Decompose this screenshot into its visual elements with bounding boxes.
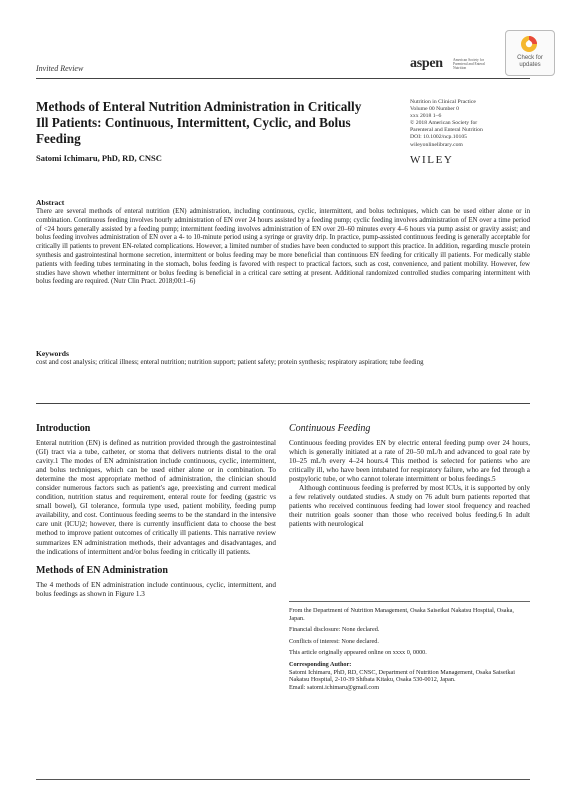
footnote-conflicts: Conflicts of interest: None declared. bbox=[289, 637, 379, 645]
header-rule bbox=[36, 78, 530, 79]
journal-line: Nutrition in Clinical Practice bbox=[410, 99, 476, 105]
article-footnotes bbox=[289, 601, 530, 695]
check-for-updates-badge[interactable] bbox=[505, 30, 555, 76]
corresponding-author-heading: Corresponding Author: bbox=[289, 660, 352, 668]
keywords-text: cost and cost analysis; critical illness; enteral nutrition; nutrition support; patient safety; protein synthesis; respiratory aspiration; tube feeding bbox=[36, 359, 424, 366]
badge-label: Check for updates bbox=[517, 55, 543, 68]
section-label: Invited Review bbox=[36, 64, 84, 73]
journal-line: © 2018 American Society for bbox=[410, 120, 478, 127]
methods-heading: Methods of EN Administration bbox=[36, 564, 168, 576]
article-author: Satomi Ichimaru, PhD, RD, CNSC bbox=[36, 153, 162, 163]
publisher-logo: aspen bbox=[410, 56, 443, 71]
journal-info bbox=[410, 99, 540, 149]
abstract-heading: Abstract bbox=[36, 198, 65, 207]
footnote-financial: Financial disclosure: None declared. bbox=[289, 626, 380, 634]
journal-line: xxx 2018 1–6 bbox=[410, 113, 442, 120]
continuous-paragraph-2: Although continuous feeding is preferred by most ICUs, it is supported by only a few relatively outdated studies. A study on 76 adult burn patients reported that patients who received continuous feeding had lower stool frequency and reached their nutrition goals sooner than those who received bolus feeding.6 In adult patients with neurological bbox=[289, 484, 530, 529]
abstract-text: There are several methods of enteral nutrition (EN) administration, including continuous, cyclic, intermittent, and bolus techniques, which can be used either alone or in combination. Continuous feeding involves hourly administration of EN over 24 hours assisted by a feeding pump; cyclic feeding involves administration of EN over a time period of <24 hours generally assisted by a feeding pump; intermittent feeding involves administration of EN over 20–60 minutes every 4–6 hours via pump assist or gravity assist; and bolus feeding involves administration of EN over a 4- to 10-minute period using a syringe or gravity drip. In practice, pump-assisted continuous feeding is generally acceptable for critically ill patients to prevent EN-related complications. However, a limited number of studies have been conducted to support this practice. In addition, regarding muscle protein synthesis and gastrointestinal hormone secretion, intermittent or bolus feeding may be more beneficial than continuous EN feeding for critically ill patients. For medically stable patients with feeding tubes terminating in the stomach, bolus feeding is favored with respect to practical factors, such as cost, convenience, and patient mobility. However, few studies have shown whether intermittent or bolus feeding is beneficial in a critical care setting at present. Additional randomized controlled studies comparing intermittent with bolus feeding are required. (Nutr Clin Pract. 2018;00:1–6) bbox=[36, 208, 530, 286]
right-column bbox=[289, 423, 530, 529]
introduction-paragraph: Enteral nutrition (EN) is defined as nutrition provided through the gastrointestinal (GI) tract via a tube, catheter, or stoma that delivers nutrients distal to the oral cavity.1 The modes of EN administration include continuous, cyclic, intermittent, and bolus techniques, which can be used either alone or in combination. To determine the most appropriate method of administration, the clinician should consider numerous factors such as patient's age, preexisting and current medical condition, nutrition status and requirement, enteral route for feeding (gastric vs small bowel), GI tolerance, formula type used, patient mobility, feeding pump availability, and cost. Continuous feeding seems to be the standard in the intensive care unit (ICU)2; however, there is currently insufficient data to choose the best method to improve patient outcomes of critically ill patients. This narrative review summarizes EN administration methods, their advantages and disadvantages, and the indications of intermittent and/or bolus feeding in critically ill patients. bbox=[36, 439, 276, 556]
continuous-paragraph-1: Continuous feeding provides EN by electric enteral feeding pump over 24 hours, which is generally initiated at a rate of 20–50 mL/h and advanced to goal rate by 10–25 mL/h every 4–24 hours.4 This method is selected for patients who are critically ill, who have been intubated for respiratory failure, who are fed through a postpyloric tube, or who cannot tolerate intermittent or bolus feedings.5 bbox=[289, 439, 530, 484]
journal-line: wileyonlinelibrary.com bbox=[410, 141, 463, 148]
wiley-logo: WILEY bbox=[410, 154, 454, 166]
article-title: Methods of Enteral Nutrition Administration in Critically Ill Patients: Continuous, Intermittent, Cyclic, and Bolus Feeding bbox=[36, 99, 362, 146]
introduction-heading: Introduction bbox=[36, 423, 91, 434]
methods-paragraph: The 4 methods of EN administration include continuous, cyclic, intermittent, and bolus feedings as shown in Figure 1.3 bbox=[36, 580, 276, 598]
section-divider bbox=[36, 403, 530, 404]
corresponding-author-address: Satomi Ichimaru, PhD, RD, CNSC, Department of Nutrition Management, Osaka Saiseikai Nakatsu Hospital, 2-10-39 Shibata Kitaku, Osaka 530-0012, Japan. bbox=[289, 668, 515, 684]
footnote-affiliation: From the Department of Nutrition Management, Osaka Saiseikai Nakatsu Hospital, Osaka, Japan. bbox=[289, 607, 514, 622]
keywords-heading: Keywords bbox=[36, 349, 69, 358]
journal-line: Parenteral and Enteral Nutrition bbox=[410, 127, 483, 134]
corresponding-author-email[interactable]: Email: satomi.ichimaru@gmail.com bbox=[289, 683, 380, 691]
journal-line: DOI: 10.1002/ncp.10105 bbox=[410, 134, 468, 141]
left-column bbox=[36, 423, 276, 599]
continuous-feeding-heading: Continuous Feeding bbox=[289, 423, 371, 434]
update-check-icon bbox=[520, 35, 538, 53]
footnote-online: This article originally appeared online on xxxx 0, 0000. bbox=[289, 649, 427, 657]
journal-line: Volume 00 Number 0 bbox=[410, 106, 460, 113]
publisher-logo-subtitle: American Society for Parenteral and Enteral Nutrition bbox=[453, 58, 485, 71]
footer-rule bbox=[36, 779, 530, 780]
